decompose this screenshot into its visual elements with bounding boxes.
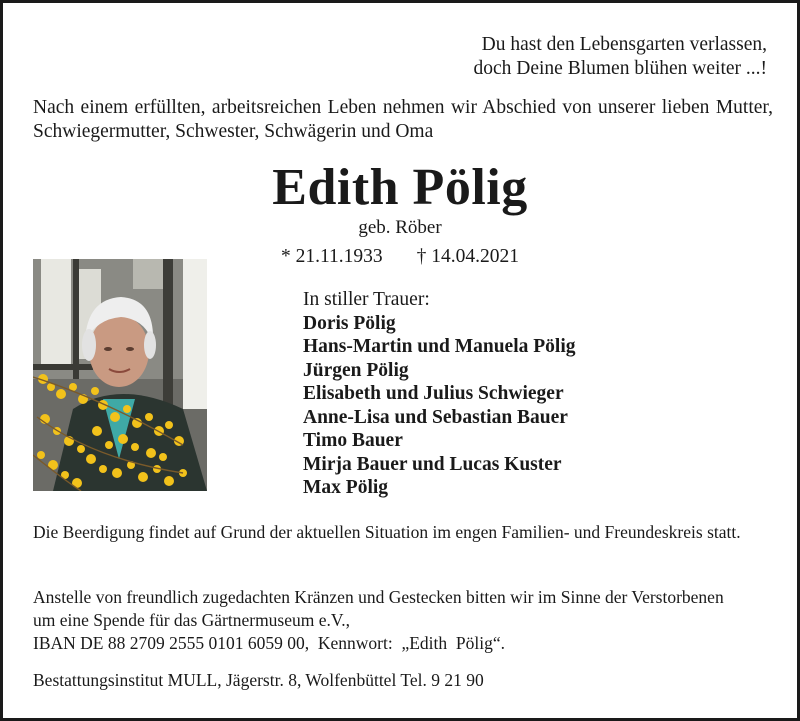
- portrait-photo-image: [33, 259, 207, 491]
- mourner-2: Hans-Martin und Manuela Pölig: [303, 336, 576, 357]
- mourner-6: Timo Bauer: [303, 430, 403, 451]
- motto-line-2: doch Deine Blumen blühen weiter ...!: [473, 58, 767, 79]
- donation-line-2: um eine Spende für das Gärtnermuseum e.V.,: [33, 610, 351, 630]
- mourner-8: Max Pölig: [303, 477, 389, 498]
- intro-text: Nach einem erfüllten, arbeitsreichen Leben nehmen wir Abschied von unserer lieben Mutter, Schwiegermutter, Schwester, Schwägerin und Oma: [33, 97, 773, 142]
- donation-bank-details: IBAN DE 88 2709 2555 0101 6059 00, Kennwort: „Edith Pölig“.: [33, 633, 505, 653]
- donation-line-1: Anstelle von freundlich zugedachten Kränzen und Gestecken bitten wir im Sinne der Verstorbenen: [33, 587, 724, 607]
- motto-line-1: Du hast den Lebensgarten verlassen,: [481, 34, 767, 55]
- mourner-3: Jürgen Pölig: [303, 359, 409, 381]
- mourner-1: Doris Pölig: [303, 312, 396, 334]
- mourner-7: Mirja Bauer und Lucas Kuster: [303, 453, 562, 475]
- deceased-name: Edith Pölig: [272, 159, 528, 216]
- mourners-heading: In stiller Trauer:: [303, 289, 430, 310]
- mourner-5: Anne-Lisa und Sebastian Bauer: [303, 406, 568, 428]
- death-date: † 14.04.2021: [416, 246, 520, 267]
- birth-date: * 21.11.1933: [280, 246, 383, 267]
- funeral-note: Die Beerdigung findet auf Grund der aktuellen Situation im engen Familien- und Freundeskreis statt.: [33, 522, 741, 542]
- mourners-list: [303, 288, 723, 500]
- donation-request: [33, 586, 778, 655]
- mourner-4: Elisabeth und Julius Schwieger: [303, 383, 564, 404]
- undertaker-info: Bestattungsinstitut MULL, Jägerstr. 8, Wolfenbüttel Tel. 9 21 90: [33, 670, 484, 690]
- portrait-photo: [33, 259, 207, 491]
- motto-quote: [367, 33, 767, 81]
- birth-name: geb. Röber: [358, 217, 442, 238]
